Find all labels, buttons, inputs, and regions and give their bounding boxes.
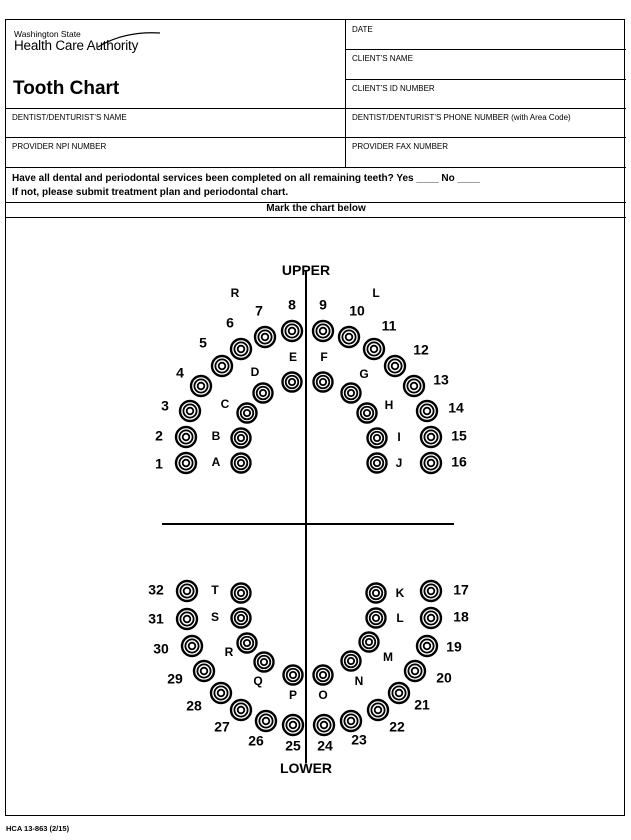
- date-field[interactable]: [346, 20, 626, 49]
- tooth-7[interactable]: [255, 327, 275, 347]
- tooth-30[interactable]: [182, 636, 202, 656]
- tooth-E[interactable]: [283, 373, 302, 392]
- tooth-1[interactable]: [176, 453, 196, 473]
- tooth-3[interactable]: [180, 401, 200, 421]
- tooth-G[interactable]: [342, 384, 361, 403]
- tooth-letter-S: S: [210, 610, 220, 625]
- tooth-N[interactable]: [342, 652, 361, 671]
- completion-question: [12, 172, 480, 200]
- tooth-9[interactable]: [313, 321, 333, 341]
- npi-label: PROVIDER NPI NUMBER: [12, 142, 107, 151]
- client-id-field[interactable]: [346, 79, 626, 108]
- tooth-10[interactable]: [339, 327, 359, 347]
- tooth-21[interactable]: [389, 683, 409, 703]
- tooth-F[interactable]: [314, 373, 333, 392]
- tooth-number-7: 7: [255, 302, 263, 319]
- tooth-number-13: 13: [433, 371, 449, 388]
- tooth-L[interactable]: [367, 609, 386, 628]
- tooth-number-30: 30: [153, 640, 169, 657]
- tooth-P[interactable]: [284, 666, 303, 685]
- tooth-27[interactable]: [231, 700, 251, 720]
- tooth-R[interactable]: [238, 634, 257, 653]
- tooth-number-14: 14: [448, 399, 464, 416]
- tooth-12[interactable]: [385, 356, 405, 376]
- tooth-18[interactable]: [421, 608, 441, 628]
- tooth-letter-T: T: [211, 583, 219, 598]
- tooth-20[interactable]: [405, 661, 425, 681]
- tooth-31[interactable]: [177, 609, 197, 629]
- client-id-label: CLIENT’S ID NUMBER: [352, 84, 435, 93]
- tooth-letter-J: J: [395, 456, 403, 471]
- tooth-I[interactable]: [368, 429, 387, 448]
- tooth-O[interactable]: [314, 666, 333, 685]
- tooth-6[interactable]: [231, 339, 251, 359]
- tooth-11[interactable]: [364, 339, 384, 359]
- tooth-letter-C: C: [220, 397, 230, 412]
- tooth-letter-D: D: [250, 365, 260, 380]
- tooth-number-28: 28: [186, 697, 202, 714]
- tooth-number-15: 15: [451, 427, 467, 444]
- tooth-letter-P: P: [288, 688, 298, 703]
- tooth-letter-K: K: [395, 586, 405, 601]
- tooth-19[interactable]: [417, 636, 437, 656]
- tooth-chart-form: [5, 19, 625, 816]
- tooth-letter-B: B: [211, 429, 221, 444]
- chart-instruction: Mark the chart below: [266, 203, 366, 214]
- tooth-K[interactable]: [367, 584, 386, 603]
- tooth-23[interactable]: [341, 711, 361, 731]
- tooth-letter-E: E: [288, 350, 298, 365]
- row-line: [6, 167, 626, 168]
- npi-field[interactable]: [6, 137, 345, 167]
- tooth-28[interactable]: [211, 683, 231, 703]
- tooth-number-24: 24: [317, 737, 333, 754]
- tooth-number-18: 18: [453, 608, 469, 625]
- tooth-number-4: 4: [176, 364, 184, 381]
- tooth-J[interactable]: [368, 454, 387, 473]
- tooth-letter-L: L: [396, 611, 404, 626]
- tooth-13[interactable]: [404, 376, 424, 396]
- tooth-letter-N: N: [354, 674, 364, 689]
- tooth-number-32: 32: [148, 581, 164, 598]
- tooth-number-6: 6: [226, 314, 234, 331]
- tooth-letter-O: O: [318, 688, 328, 703]
- tooth-number-9: 9: [319, 296, 327, 313]
- page-title: Tooth Chart: [13, 78, 120, 99]
- upper-label: UPPER: [281, 262, 331, 278]
- tooth-letter-A: A: [211, 455, 221, 470]
- tooth-chart[interactable]: [6, 218, 624, 816]
- tooth-C[interactable]: [238, 404, 257, 423]
- tooth-15[interactable]: [421, 427, 441, 447]
- tooth-24[interactable]: [314, 715, 334, 735]
- tooth-number-23: 23: [351, 731, 367, 748]
- tooth-number-29: 29: [167, 670, 183, 687]
- tooth-M[interactable]: [360, 633, 379, 652]
- tooth-26[interactable]: [256, 711, 276, 731]
- tooth-number-17: 17: [453, 581, 469, 598]
- logo-agency: Health Care Authority: [14, 38, 139, 53]
- tooth-B[interactable]: [232, 429, 251, 448]
- tooth-letter-R: R: [224, 645, 234, 660]
- tooth-number-26: 26: [248, 732, 264, 749]
- form-number: HCA 13-863 (2/15): [6, 824, 70, 833]
- tooth-number-5: 5: [199, 334, 207, 351]
- tooth-number-22: 22: [389, 718, 405, 735]
- tooth-17[interactable]: [421, 581, 441, 601]
- tooth-letter-I: I: [397, 430, 401, 445]
- tooth-number-31: 31: [148, 610, 164, 627]
- tooth-number-12: 12: [413, 341, 429, 358]
- tooth-number-27: 27: [214, 718, 230, 735]
- lower-label: LOWER: [279, 760, 333, 776]
- question-line2: If not, please submit treatment plan and periodontal chart.: [12, 187, 289, 198]
- fax-field[interactable]: [346, 137, 626, 167]
- date-label: DATE: [352, 25, 373, 34]
- tooth-8[interactable]: [282, 321, 302, 341]
- tooth-32[interactable]: [177, 581, 197, 601]
- tooth-5[interactable]: [212, 356, 232, 376]
- tooth-T[interactable]: [232, 584, 251, 603]
- tooth-number-19: 19: [446, 638, 462, 655]
- tooth-letter-G: G: [359, 367, 369, 382]
- tooth-letter-Q: Q: [253, 674, 263, 689]
- tooth-letter-F: F: [320, 350, 328, 365]
- tooth-number-2: 2: [155, 427, 163, 444]
- side-right-label: R: [230, 286, 240, 300]
- question-line1[interactable]: Have all dental and periodontal services been completed on all remaining teeth? Yes ____ No ____: [12, 173, 480, 184]
- tooth-letter-M: M: [383, 650, 393, 665]
- tooth-number-10: 10: [349, 302, 365, 319]
- tooth-S[interactable]: [232, 609, 251, 628]
- tooth-D[interactable]: [254, 384, 273, 403]
- tooth-H[interactable]: [358, 404, 377, 423]
- tooth-number-21: 21: [414, 696, 430, 713]
- logo-swoosh: [94, 29, 164, 51]
- dentist-name-label: DENTIST/DENTURIST’S NAME: [12, 113, 127, 122]
- tooth-25[interactable]: [283, 715, 303, 735]
- tooth-number-3: 3: [161, 397, 169, 414]
- fax-label: PROVIDER FAX NUMBER: [352, 142, 449, 151]
- tooth-Q[interactable]: [255, 653, 274, 672]
- tooth-A[interactable]: [232, 454, 251, 473]
- dentist-phone-field[interactable]: [346, 108, 626, 137]
- tooth-29[interactable]: [194, 661, 214, 681]
- tooth-letter-H: H: [384, 398, 394, 413]
- tooth-number-8: 8: [288, 296, 296, 313]
- tooth-16[interactable]: [421, 453, 441, 473]
- logo-state: Washington State: [14, 29, 81, 39]
- client-name-field[interactable]: [346, 49, 626, 79]
- tooth-14[interactable]: [417, 401, 437, 421]
- tooth-22[interactable]: [368, 700, 388, 720]
- dentist-name-field[interactable]: [6, 108, 345, 137]
- tooth-2[interactable]: [176, 427, 196, 447]
- dentist-phone-label: DENTIST/DENTURIST’S PHONE NUMBER (with Area Code): [352, 113, 571, 122]
- tooth-4[interactable]: [191, 376, 211, 396]
- client-name-label: CLIENT’S NAME: [352, 54, 413, 63]
- tooth-number-11: 11: [381, 317, 397, 334]
- tooth-number-20: 20: [436, 669, 452, 686]
- tooth-number-16: 16: [451, 453, 467, 470]
- side-left-label: L: [372, 286, 380, 300]
- tooth-number-25: 25: [285, 737, 301, 754]
- tooth-number-1: 1: [155, 455, 163, 472]
